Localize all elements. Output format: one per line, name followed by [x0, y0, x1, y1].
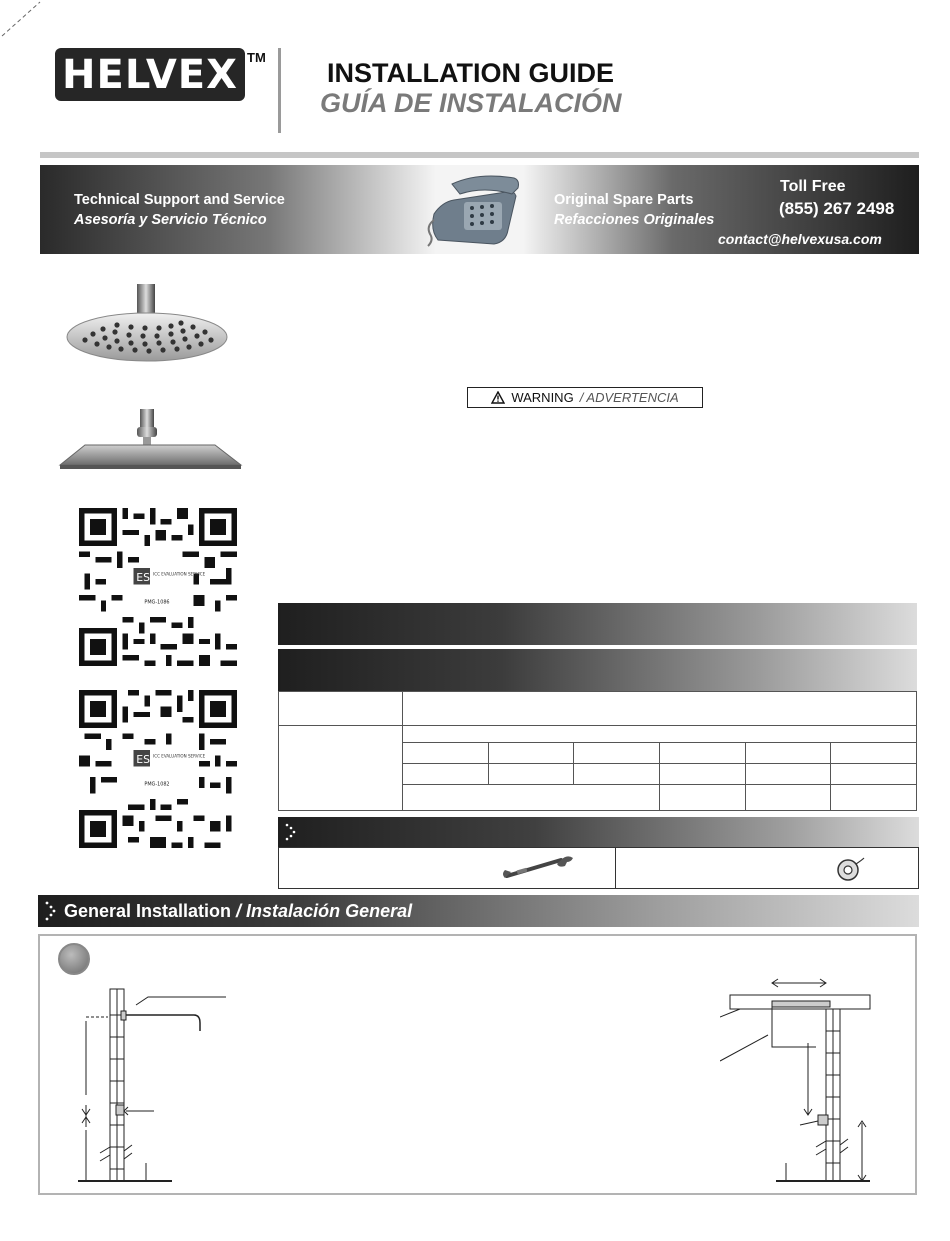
- spec-value-cell: [403, 692, 917, 726]
- spec-cell: [488, 764, 574, 785]
- spec-cell: [831, 764, 917, 785]
- square-shower-head-image: [55, 405, 245, 475]
- spec-cell: [403, 764, 489, 785]
- tool-box-tape: [615, 847, 919, 889]
- qr-code-label-2: [144, 781, 169, 787]
- support-label-spanish: Asesoría y Servicio Técnico: [74, 212, 267, 228]
- spec-cell: [745, 764, 831, 785]
- wrench-icon: [501, 854, 576, 882]
- qr-badge-2: ES: [136, 753, 150, 767]
- spec-cell: [831, 743, 917, 764]
- section-header-bar-1: [278, 603, 917, 645]
- support-label: Technical Support and Service: [74, 192, 285, 208]
- warning-label-spanish: / ADVERTENCIA: [579, 390, 679, 405]
- logo-trademark: TM: [247, 50, 266, 65]
- spec-value-cell: [403, 726, 917, 743]
- ceiling-mount-diagram: [720, 975, 880, 1185]
- qr-code-label-1: [144, 599, 169, 605]
- step-1-marker: [58, 943, 90, 975]
- wall-mount-diagram: [76, 985, 236, 1185]
- general-installation-header: [38, 895, 919, 927]
- qr-badge-1: ES: [136, 571, 150, 585]
- spare-parts-label: Original Spare Parts: [554, 192, 694, 208]
- qr-badge-text-1: [153, 572, 205, 577]
- header-rule: [40, 152, 919, 158]
- warning-box: [467, 387, 703, 408]
- qr-badge-text-2: [153, 754, 205, 759]
- general-installation-title: General Installation: [64, 900, 232, 921]
- general-installation-title-spanish: / Instalación General: [236, 900, 413, 921]
- helvex-logo: [55, 48, 245, 101]
- page-title: INSTALLATION GUIDE: [327, 58, 614, 88]
- spec-cell: [659, 764, 745, 785]
- toll-free-phone[interactable]: (855) 267 2498: [779, 199, 895, 218]
- spec-cell: [831, 785, 917, 811]
- warning-label: WARNING: [511, 390, 574, 405]
- spec-cell: [403, 785, 660, 811]
- corner-cut-mark: [0, 0, 45, 40]
- round-shower-head-image: [55, 282, 245, 372]
- spec-cell: [574, 743, 660, 764]
- teflon-tape-icon: [836, 856, 866, 882]
- toll-free-label: Toll Free: [780, 178, 846, 195]
- tool-box-wrench: [278, 847, 616, 889]
- dots-bullet-icon: [44, 901, 58, 921]
- spec-label-cell: [279, 726, 403, 811]
- specifications-table: [278, 691, 917, 811]
- qr-code-pmg-1082: [79, 690, 237, 848]
- contact-email[interactable]: contact@helvexusa.com: [718, 231, 882, 247]
- spec-label-cell: [279, 692, 403, 726]
- spare-parts-label-spanish: Refacciones Originales: [554, 212, 715, 228]
- spec-cell: [574, 764, 660, 785]
- qr-code-pmg-1086: [79, 508, 237, 666]
- spec-cell: [659, 743, 745, 764]
- spec-cell: [659, 785, 745, 811]
- spec-cell: [745, 785, 831, 811]
- header-divider: [278, 48, 281, 133]
- spec-cell: [745, 743, 831, 764]
- spec-cell: [488, 743, 574, 764]
- tools-header-bar: [278, 817, 919, 847]
- warning-triangle-icon: [491, 391, 505, 404]
- dots-bullet-icon: [284, 823, 298, 841]
- spec-cell: [403, 743, 489, 764]
- page-title-spanish: GUÍA DE INSTALACIÓN: [320, 88, 622, 118]
- section-header-bar-2: [278, 649, 917, 691]
- telephone-icon: [424, 170, 524, 248]
- logo-text: HELVEX: [62, 51, 238, 98]
